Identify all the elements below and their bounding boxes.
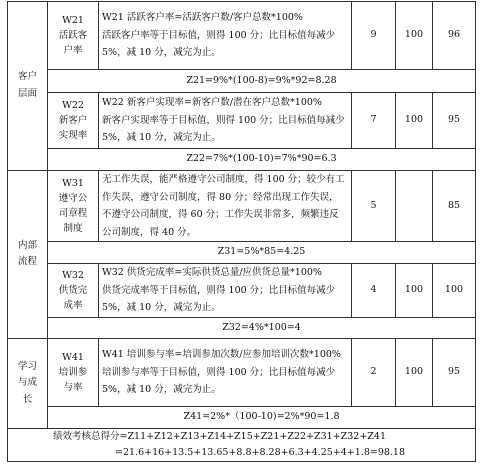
target-w21: 100: [396, 2, 433, 70]
weight-w21: 9: [352, 2, 396, 70]
formula-z41: Z41=2%*（100-10)=2%*90=1.8: [48, 406, 476, 428]
indicator-description-w21: W21 活跃客户率=活跃客户数/客户总数*100% 活跃客户率等于目标值，则得 100 分；比目标值每减少 5%，减 10 分，减完为止。: [99, 2, 352, 70]
formula-z22: Z22=7%*(100-10)=7%*90=6.3: [48, 149, 476, 171]
category-customer: 客户 层面: [8, 2, 48, 171]
weight-w41: 2: [352, 338, 396, 406]
target-w41: 100: [396, 338, 433, 406]
indicator-code-w41: W41 培训参 与率: [48, 338, 99, 406]
score-w21: 96: [433, 2, 476, 70]
score-w22: 95: [433, 93, 476, 149]
score-w31: 85: [433, 171, 476, 242]
formula-z31: Z31=5%*85=4.25: [48, 242, 476, 264]
category-learning-growth: 学习 与成 长: [8, 338, 48, 428]
weight-w32: 4: [352, 264, 396, 318]
indicator-code-w31: W31 遵守公 司章程 制度: [48, 171, 99, 242]
score-w32: 100: [433, 264, 476, 318]
target-w22: 100: [396, 93, 433, 149]
category-internal-process: 内部 流程: [8, 171, 48, 339]
performance-score-table: [7, 1, 476, 462]
total-score-calculation: =21.6+16+13.5+13.65+8.8+8.28+6.3+4.25+4+1.8=98.18: [115, 447, 406, 459]
formula-z32: Z32=4%*100=4: [48, 317, 476, 338]
weight-w31: 5: [352, 171, 396, 242]
indicator-code-w32: W32 供货完 成率: [48, 264, 99, 318]
indicator-description-w31: 无工作失误，能严格遵守公司制度，得 100 分；较少有工作失误，遵守公司制度，得 80 分；经常出现工作失误，不遵守公司制度，得 60 分；工作失误非常多，频繁违反公司制度，得 40 分。: [99, 171, 352, 242]
indicator-description-w41: W41 培训参与率=培训参加次数/应参加培训次数*100% 培训参与率等于目标值，则得 100 分；比目标值每减少 5%，减 10 分，减完为止。: [99, 338, 352, 406]
score-w41: 95: [433, 338, 476, 406]
target-w32: 100: [396, 264, 433, 318]
target-w31: [396, 171, 433, 242]
indicator-description-w22: W22 新客户实现率=新客户数/潜在客户总数*100% 新客户实现率等于目标值，则得 100 分；比目标值每减少 5%，减 10 分，减完为止。: [99, 93, 352, 149]
indicator-description-w32: W32 供货完成率=实际供货总量/应供货总量*100% 供货完成率等于目标值，则得 100 分；比目标值每减少 5%，减 10 分，减完为止。: [99, 264, 352, 318]
weight-w22: 7: [352, 93, 396, 149]
formula-z21: Z21=9%*(100-8)=9%*92=8.28: [48, 70, 476, 93]
indicator-code-w22: W22 新客户 实现率: [48, 93, 99, 149]
total-score-formula: 绩效考核总得分=Z11+Z12+Z13+Z14+Z15+Z21+Z22+Z31+Z32+Z41: [53, 430, 386, 442]
indicator-code-w21: W21 活跃客 户率: [48, 2, 99, 70]
total-score-cell: [8, 428, 476, 461]
